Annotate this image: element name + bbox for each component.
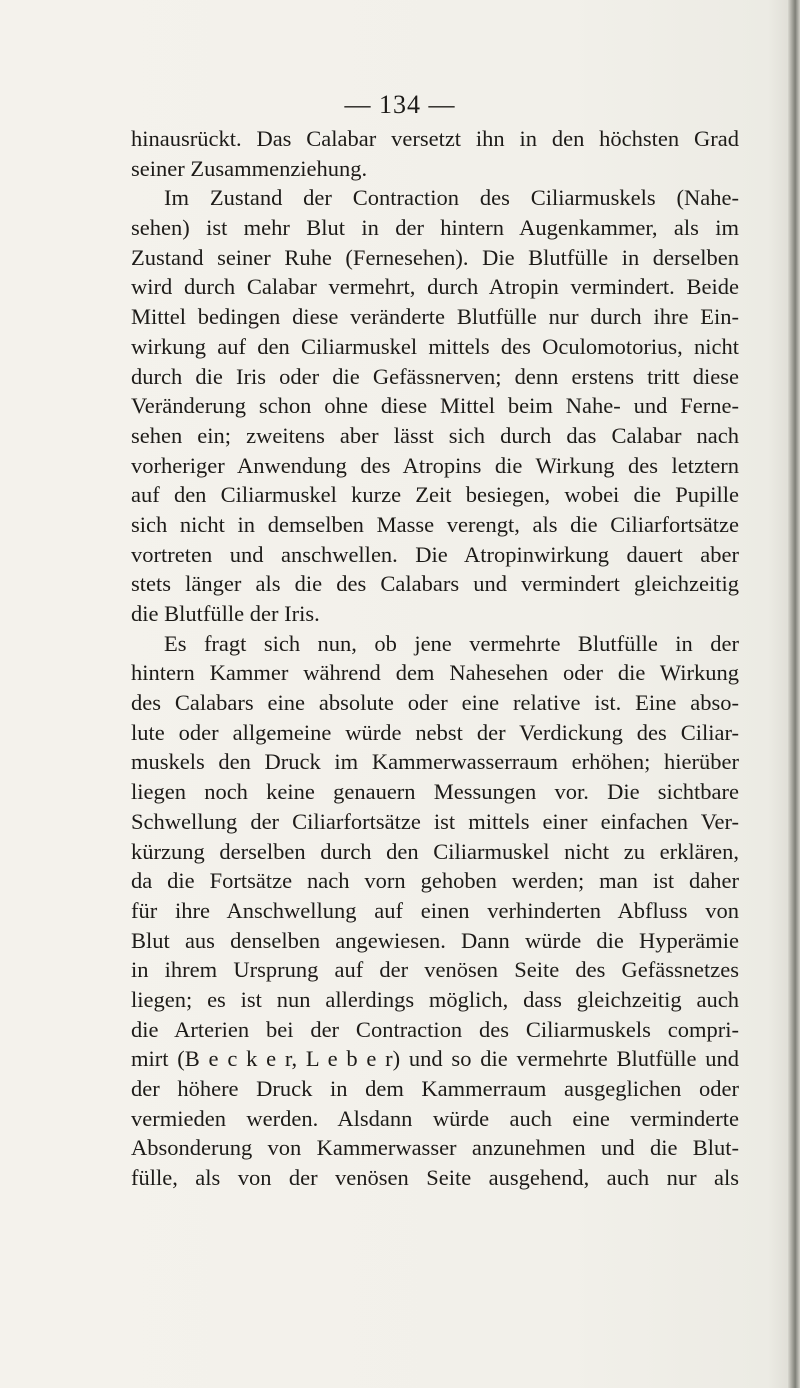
text-line: durch die Iris oder die Gefässnerven; denn erstens tritt diese [131, 363, 739, 389]
text-line: wirkung auf den Ciliarmuskel mittels des Oculomotorius, nicht [131, 333, 739, 359]
text-line: für ihre Anschwellung auf einen verhinderten Abfluss von [131, 897, 739, 923]
text-line: Veränderung schon ohne diese Mittel beim Nahe- und Ferne- [131, 393, 739, 419]
text-line: vermieden werden. Alsdann würde auch eine verminderte [131, 1105, 739, 1131]
text-line: sehen ein; zweitens aber lässt sich durch das Calabar nach [131, 422, 739, 448]
body-text [131, 124, 739, 1193]
text-line: sehen) ist mehr Blut in der hintern Augenkammer, als im [131, 215, 739, 241]
text-line: liegen noch keine genauern Messungen vor. Die sichtbare [131, 779, 739, 805]
text-line: sich nicht in demselben Masse verengt, als die Ciliarfortsätze [131, 511, 739, 537]
text-line: vorheriger Anwendung des Atropins die Wirkung des letztern [131, 452, 739, 478]
text-line: auf den Ciliarmuskel kurze Zeit besiegen, wobei die Pupille [131, 482, 739, 508]
text-line: des Calabars eine absolute oder eine relative ist. Eine abso- [131, 690, 739, 716]
text-line: Blut aus denselben angewiesen. Dann würde die Hyperämie [131, 927, 739, 953]
text-line: Schwellung der Ciliarfortsätze ist mittels einer einfachen Ver- [131, 808, 739, 834]
text-line: seiner Zusammenziehung. [131, 155, 368, 181]
text-line: stets länger als die des Calabars und vermindert gleichzeitig [131, 571, 739, 597]
text-line: Es fragt sich nun, ob jene vermehrte Blutfülle in der [164, 630, 739, 656]
text-line: der höhere Druck in dem Kammerraum ausgeglichen oder [131, 1076, 739, 1101]
text-line: vortreten und anschwellen. Die Atropinwirkung dauert aber [131, 541, 739, 567]
text-line: mirt (B e c k e r, L e b e r) und so die vermehrte Blutfülle und [131, 1046, 739, 1072]
text-line: liegen; es ist nun allerdings möglich, dass gleichzeitig auch [131, 986, 739, 1012]
text-line: fülle, als von der venösen Seite ausgehend, auch nur als [131, 1165, 739, 1191]
text-line: Absonderung von Kammerwasser anzunehmen und die Blut- [131, 1135, 739, 1161]
text-line: hinausrückt. Das Calabar versetzt ihn in den höchsten Grad [131, 126, 739, 151]
text-line: kürzung derselben durch den Ciliarmuskel nicht zu erklären, [131, 838, 739, 864]
text-line: in ihrem Ursprung auf der venösen Seite des Gefässnetzes [131, 957, 739, 983]
text-line: hintern Kammer während dem Nahesehen oder die Wirkung [131, 660, 739, 686]
text-line: die Blutfülle der Iris. [131, 601, 320, 626]
text-line: da die Fortsätze nach vorn gehoben werden; man ist daher [131, 868, 739, 894]
text-line: Mittel bedingen diese veränderte Blutfülle nur durch ihre Ein- [131, 304, 739, 330]
page-edge [788, 0, 800, 1388]
text-line: Im Zustand der Contraction des Ciliarmuskels (Nahe- [164, 185, 739, 211]
text-line: Zustand seiner Ruhe (Fernesehen). Die Blutfülle in derselben [131, 244, 739, 270]
text-line: wird durch Calabar vermehrt, durch Atropin vermindert. Beide [131, 274, 739, 300]
text-line: muskels den Druck im Kammerwasserraum erhöhen; hierüber [131, 749, 739, 775]
text-line: lute oder allgemeine würde nebst der Verdickung des Ciliar- [131, 719, 739, 745]
text-line: die Arterien bei der Contraction des Ciliarmuskels compri- [131, 1016, 739, 1042]
page-number: — 134 — [344, 90, 456, 119]
